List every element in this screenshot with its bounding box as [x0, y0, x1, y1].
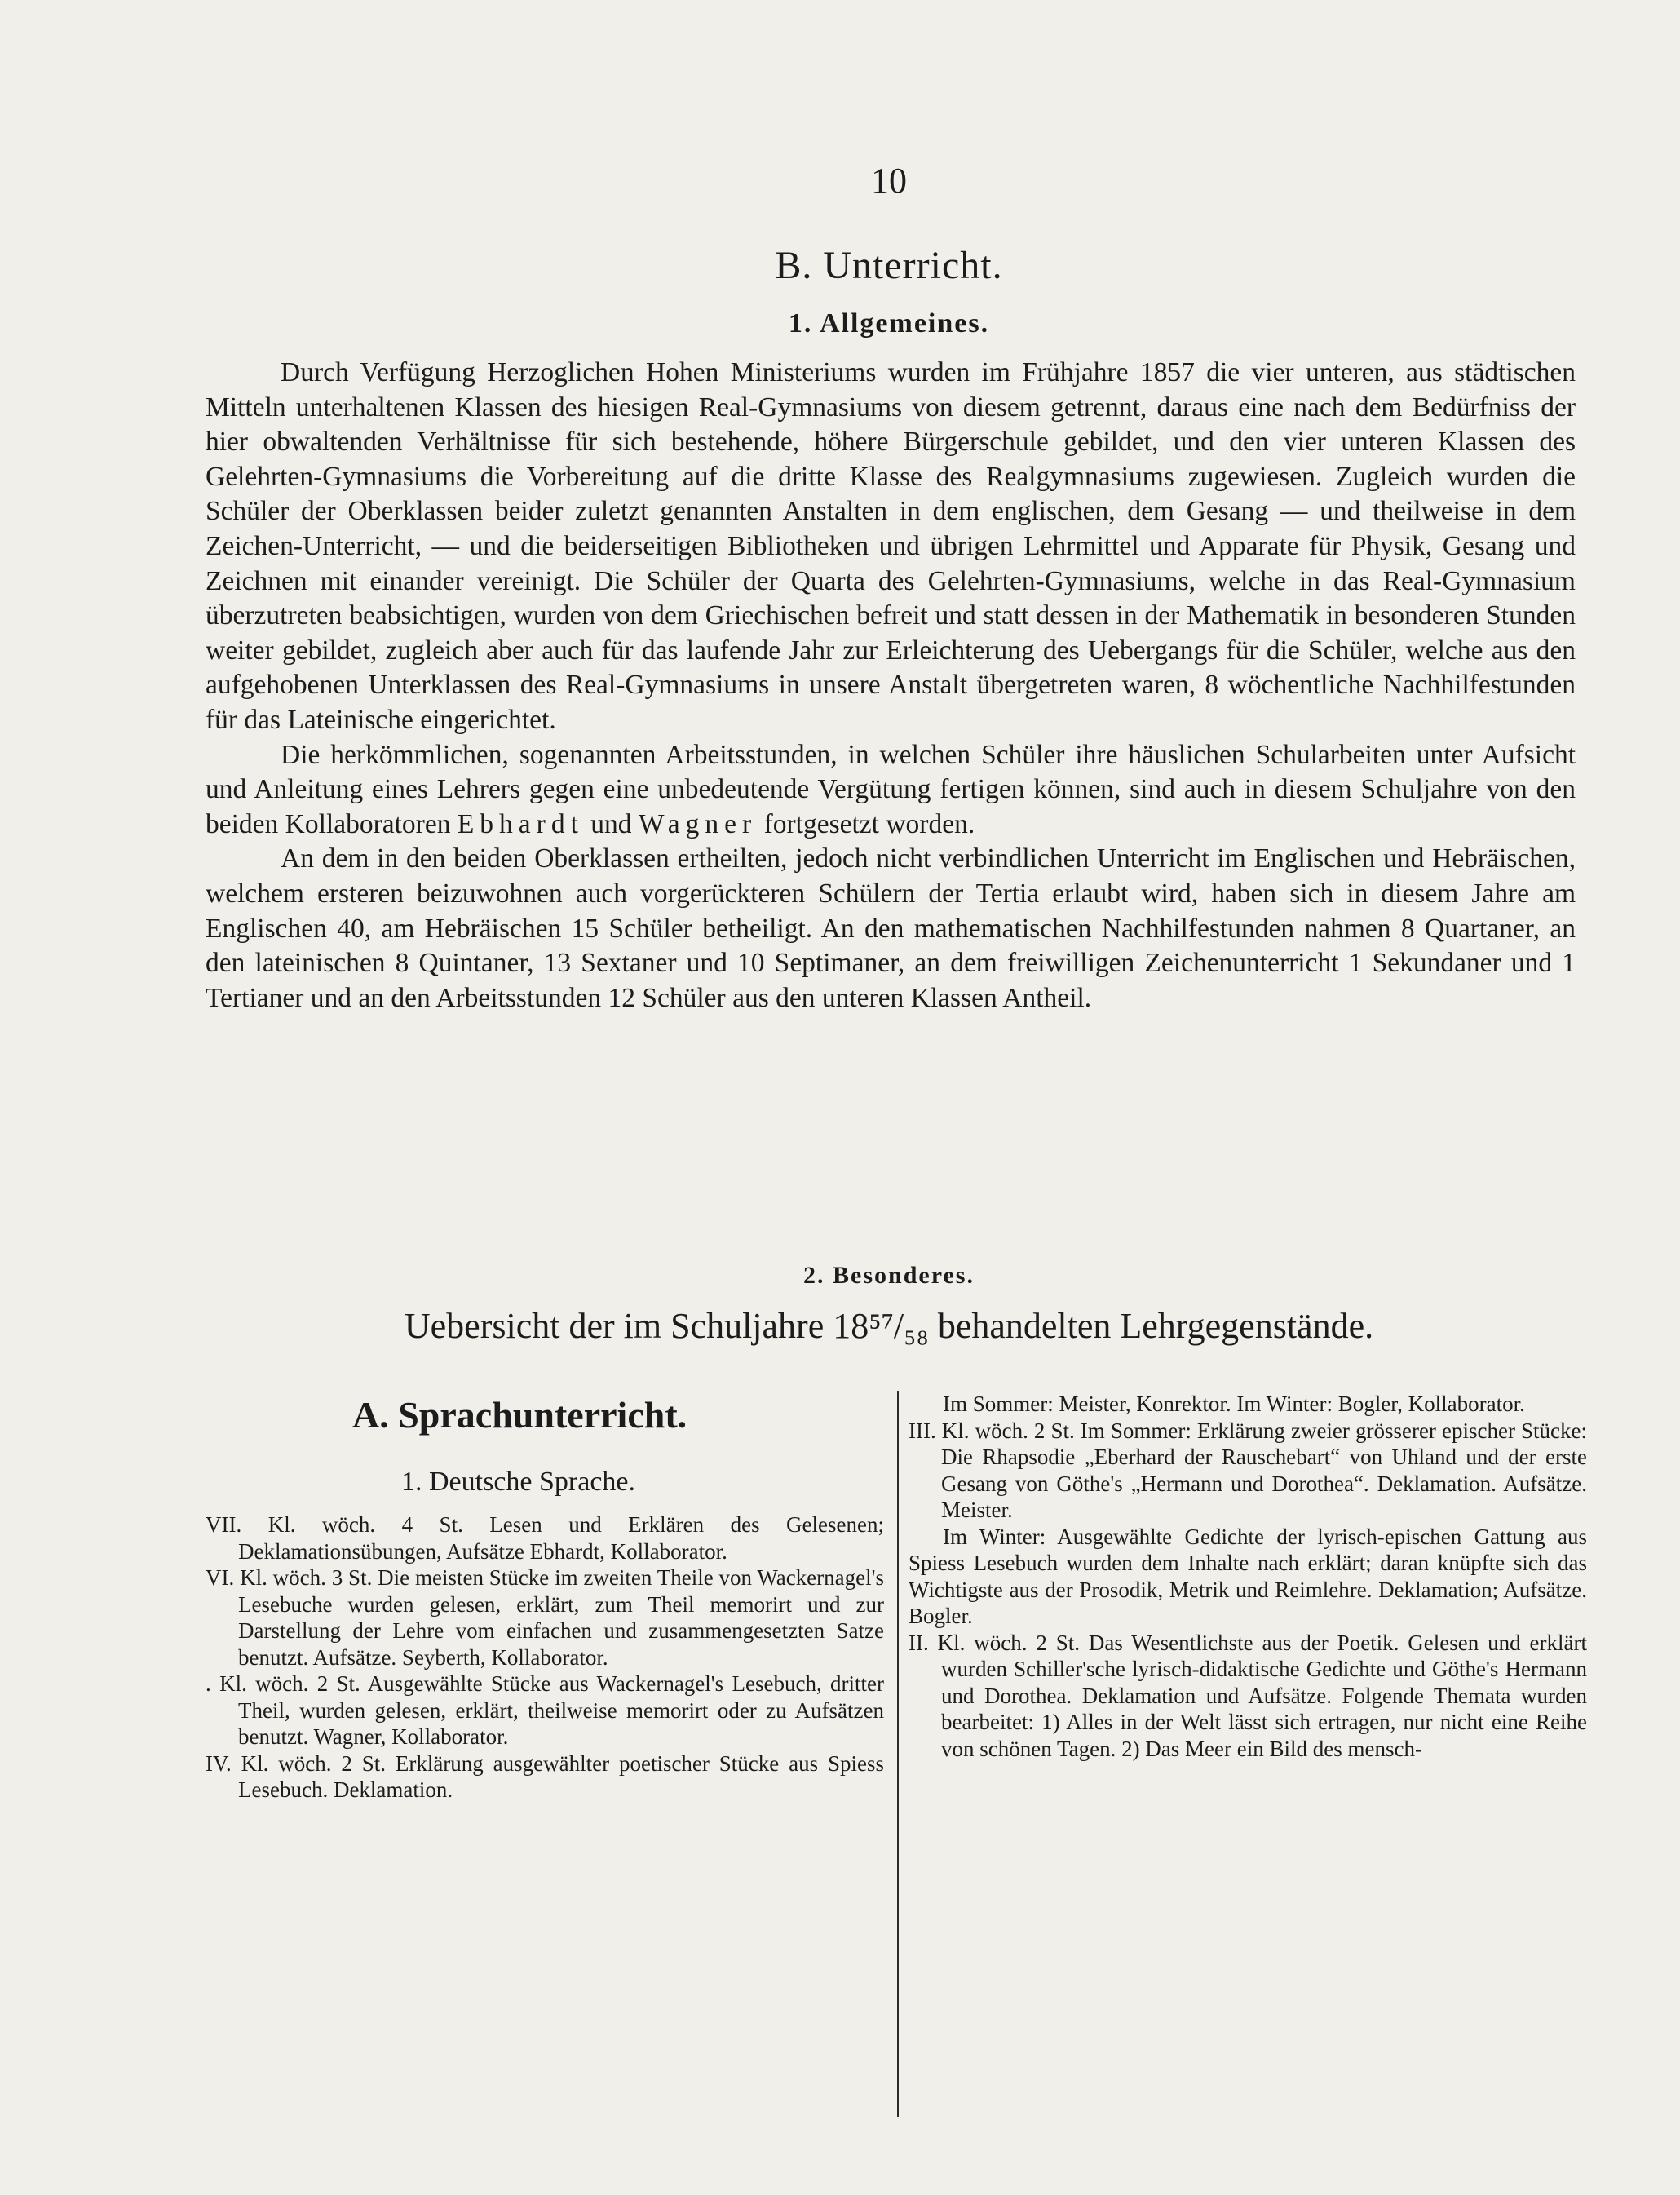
paragraph-3: An dem in den beiden Oberklassen ertheilten, jedoch nicht verbindlichen Unterricht im Englischen und Hebräischen, welchem ersteren beizuwohnen auch vorgerückteren Schülern der Tertia erlaubt wird, haben sich in diesem Jahre am Englischen 40, am Hebräischen 15 Schüler betheiligt. An den mathematischen Nachhilfestunden nahmen 8 Quartaner, an den lateinischen 8 Quintaner, 13 Sextaner und 10 Septimaner, an dem freiwilligen Zeichenunterricht 1 Sekundaner und 1 Tertianer und an den Arbeitsstunden 12 Schüler aus den unteren Klassen Antheil.: [206, 843, 1576, 1013]
class-vi-entry: VI. Kl. wöch. 3 St. Die meisten Stücke im zweiten Theile von Wackernagel's Lesebuche wurden gelesen, erklärt, zum Theil memorirt und zur Darstellung der Lehre vom einfachen und zusammengesetzten Satze benutzt. Aufsätze. Seyberth, Kollaborator.: [206, 1565, 884, 1670]
class-vii-entry: VII. Kl. wöch. 4 St. Lesen und Erklären des Gelesenen; Deklamationsübungen, Aufsätze Ebhardt, Kollaborator.: [206, 1512, 884, 1564]
body-text: [206, 356, 1576, 1016]
overview-title: Uebersicht der im Schuljahre 18⁵⁷/₅₈ behandelten Lehrgegenstände.: [404, 1306, 1374, 1346]
column-divider: [897, 1391, 899, 2117]
left-column: [206, 1391, 884, 1803]
subsection-general-title: 1. Allgemeines.: [788, 308, 990, 339]
word-und: und: [590, 808, 632, 839]
class-v-entry: . Kl. wöch. 2 St. Ausgewählte Stücke aus Wackernagel's Lesebuch, dritter Theil, wurden gelesen, erklärt, theilweise memorirt oder zu Aufsätzen benutzt. Wagner, Kollaborator.: [206, 1671, 884, 1749]
subsection-special-title: 2. Besonderes.: [803, 1262, 975, 1289]
german-language-heading: 1. Deutsche Sprache.: [401, 1467, 636, 1497]
paragraph-2-tail: fortgesetzt worden.: [763, 808, 975, 839]
language-instruction-heading: A. Sprachunterricht.: [352, 1394, 687, 1436]
class-iv-teachers: Im Sommer: Meister, Konrektor. Im Winter: Bogler, Kollaborator.: [943, 1392, 1525, 1416]
right-column: [909, 1391, 1587, 1762]
class-iii-entry: III. Kl. wöch. 2 St. Im Sommer: Erklärung zweier grösserer epischer Stücke: Die Rhapsodie „Eberhard der Rauschebart“ von Uhland und der erste Gesang von Göthe's „Hermann und Dorothea“. Deklamation. Aufsätze. Meister.: [909, 1418, 1587, 1522]
class-iii-winter: Im Winter: Ausgewählte Gedichte der lyrisch-epischen Gattung aus Spiess Lesebuch wurden dem Inhalte nach erklärt; daran knüpfte sich das Wichtigste aus der Prosodik, Metrik und Reimlehre. Deklamation; Aufsätze. Bogler.: [909, 1524, 1587, 1628]
class-iv-entry: IV. Kl. wöch. 2 St. Erklärung ausgewählter poetischer Stücke aus Spiess Lesebuch. Deklamation.: [206, 1750, 884, 1802]
paragraph-2: [206, 738, 1576, 843]
teacher-name-wagner: Wagner: [638, 808, 758, 839]
paragraph-2-text: Die herkömmlichen, sogenannten Arbeitsstunden, in welchen Schüler ihre häuslichen Schularbeiten unter Aufsicht und Anleitung eines Lehrers gegen eine unbedeutende Vergütung fertigen können, sind auch in diesem Schuljahre von den beiden Kollaboratoren: [206, 739, 1576, 839]
teacher-name-ebhardt: Ebhardt: [457, 808, 584, 839]
page-number: 10: [871, 161, 907, 201]
section-title: B. Unterricht.: [775, 244, 1003, 287]
class-ii-entry: II. Kl. wöch. 2 St. Das Wesentlichste aus der Poetik. Gelesen und erklärt wurden Schiller'sche lyrisch-didaktische Gedichte und Göthe's Hermann und Dorothea. Deklamation und Aufsätze. Folgende Themata wurden bearbeitet: 1) Alles in der Welt lässt sich ertragen, nur nicht eine Reihe von schönen Tagen. 2) Das Meer ein Bild des mensch-: [909, 1630, 1587, 1761]
paragraph-1: Durch Verfügung Herzoglichen Hohen Ministeriums wurden im Frühjahre 1857 die vier unteren, aus städtischen Mitteln unterhaltenen Klassen des hiesigen Real-Gymnasiums von diesem getrennt, daraus eine nach dem Bedürfniss der hier obwaltenden Verhältnisse für sich bestehende, höhere Bürgerschule gebildet, und den vier unteren Klassen des Gelehrten-Gymnasiums die Vorbereitung auf die dritte Klasse des Realgymnasiums zugewiesen. Zugleich wurden die Schüler der Oberklassen beider zuletzt genannten Anstalten in dem englischen, dem Gesang — und theilweise in dem Zeichen-Unterricht, — und die beiderseitigen Bibliotheken und übrigen Lehrmittel und Apparate für Physik, Gesang und Zeichnen mit einander vereinigt. Die Schüler der Quarta des Gelehrten-Gymnasiums, welche in das Real-Gymnasium überzutreten beabsichtigen, wurden von dem Griechischen befreit und statt dessen in der Mathematik in besonderen Stunden weiter gebildet, zugleich aber auch für das laufende Jahr zur Erleichterung des Uebergangs für die Schüler, welche aus den aufgehobenen Unterklassen des Real-Gymnasiums in unsere Anstalt übergetreten waren, 8 wöchentliche Nachhilfestunden für das Lateinische eingerichtet.: [206, 357, 1576, 735]
